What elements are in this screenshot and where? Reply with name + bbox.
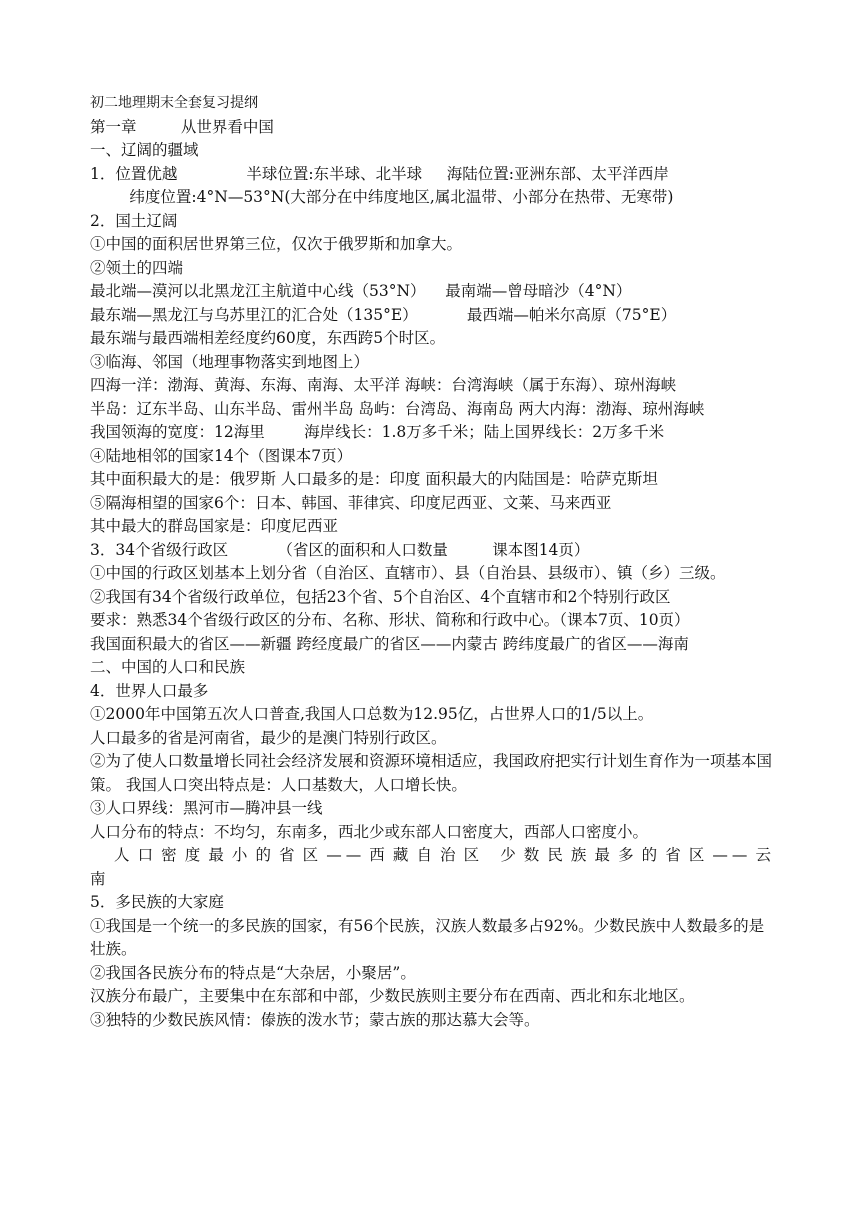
text-line: ①中国的行政区划基本上划分省（自治区、直辖市）、县（自治县、县级市）、镇（乡）三级。 (90, 564, 726, 582)
text-line: 我国面积最大的省区——新疆 跨经度最广的省区——内蒙古 跨纬度最广的省区——海南 (90, 634, 689, 653)
text-line: 纬度位置:4°N—53°N(大部分在中纬度地区,属北温带、小部分在热带、无寒带) (90, 188, 674, 206)
text-line: ③临海、邻国（地理事物落实到地图上） (90, 352, 370, 371)
text-line: ②我国各民族分布的特点是“大杂居，小聚居”。 (90, 963, 416, 982)
text-line: 我国领海的宽度：12海里 海岸线长：1.8万多千米；陆上国界线长：2万多千米 (90, 423, 665, 441)
text-line: ②为了使人口数量增长同社会经济发展和资源环境相适应，我国政府把实行计划生育作为一项基本国策。 我国人口突出特点是：人口基数大，人口增长快。 (90, 752, 773, 794)
text-line: 最北端—漠河以北黑龙江主航道中心线（53°N） 最南端—曾母暗沙（4°N） (90, 282, 632, 300)
text-line: 最东端与最西端相差经度约60度，东西跨5个时区。 (90, 329, 446, 347)
text-line: 四海一洋：渤海、黄海、东海、南海、太平洋 海峡：台湾海峡（属于东海）、琼州海峡 (90, 376, 677, 394)
text-line: 最东端—黑龙江与乌苏里江的汇合处（135°E） 最西端—帕米尔高原（75°E） (90, 305, 677, 324)
text-line: 人口最多的省是河南省，最少的是澳门特别行政区。 (90, 728, 447, 747)
section-heading: 二、中国的人口和民族 (90, 658, 246, 676)
text-line: ③独特的少数民族风情：傣族的泼水节；蒙古族的那达慕大会等。 (90, 1010, 540, 1029)
text-line: ⑤隔海相望的国家6个：日本、韩国、菲律宾、印度尼西亚、文莱、马来西亚 (90, 493, 612, 512)
text-line: ②我国有34个省级行政单位，包括23个省、5个自治区、4个直辖市和2个特别行政区 (90, 587, 671, 606)
subsection-heading: 3．34个省级行政区 （省区的面积和人口数量 课本图14页） (90, 540, 590, 559)
text-line: ①2000年中国第五次人口普查,我国人口总数为12.95亿，占世界人口的1/5以上。 (90, 705, 654, 723)
text-line: 人口密度最小的省区——西藏自治区 少数民族最多的省区——云 (114, 846, 775, 864)
text-line: ①我国是一个统一的多民族的国家，有56个民族，汉族人数最多占92%。少数民族中人数最多的是壮族。 (90, 916, 765, 958)
text-line: ③人口界线：黑河市—腾冲县一线 (90, 799, 323, 817)
text-line: 人口分布的特点：不均匀，东南多，西北少或东部人口密度大，西部人口密度小。 (90, 822, 649, 841)
text-line: 汉族分布最广，主要集中在东部和中部，少数民族则主要分布在西南、西北和东北地区。 (90, 987, 695, 1005)
text-line: 南 (90, 869, 106, 888)
text-line: 要求：熟悉34个省级行政区的分布、名称、形状、简称和行政中心。（课本7页、10页） (90, 611, 690, 629)
text-line: ①中国的面积居世界第三位，仅次于俄罗斯和加拿大。 (90, 235, 463, 253)
document-page (90, 92, 775, 1032)
subsection-heading: 2．国土辽阔 (90, 211, 178, 230)
section-heading: 一、辽阔的疆域 (90, 141, 199, 159)
subsection-heading: 4．世界人口最多 (90, 681, 209, 700)
text-line: 其中面积最大的是：俄罗斯 人口最多的是：印度 面积最大的内陆国是：哈萨克斯坦 (90, 470, 658, 488)
text-line: 1．位置优越 半球位置:东半球、北半球 海陆位置:亚洲东部、太平洋西岸 (90, 164, 669, 183)
text-line: ②领土的四端 (90, 258, 184, 277)
chapter-heading: 第一章 从世界看中国 (90, 117, 274, 136)
text-line: 半岛：辽东半岛、山东半岛、雷州半岛 岛屿：台湾岛、海南岛 两大内海：渤海、琼州海峡 (90, 399, 705, 418)
subsection-heading: 5．多民族的大家庭 (90, 893, 224, 911)
text-line: ④陆地相邻的国家14个（图课本7页） (90, 446, 353, 465)
document-title: 初二地理期末全套复习提纲 (90, 95, 258, 111)
text-line: 其中最大的群岛国家是：印度尼西亚 (90, 517, 339, 535)
